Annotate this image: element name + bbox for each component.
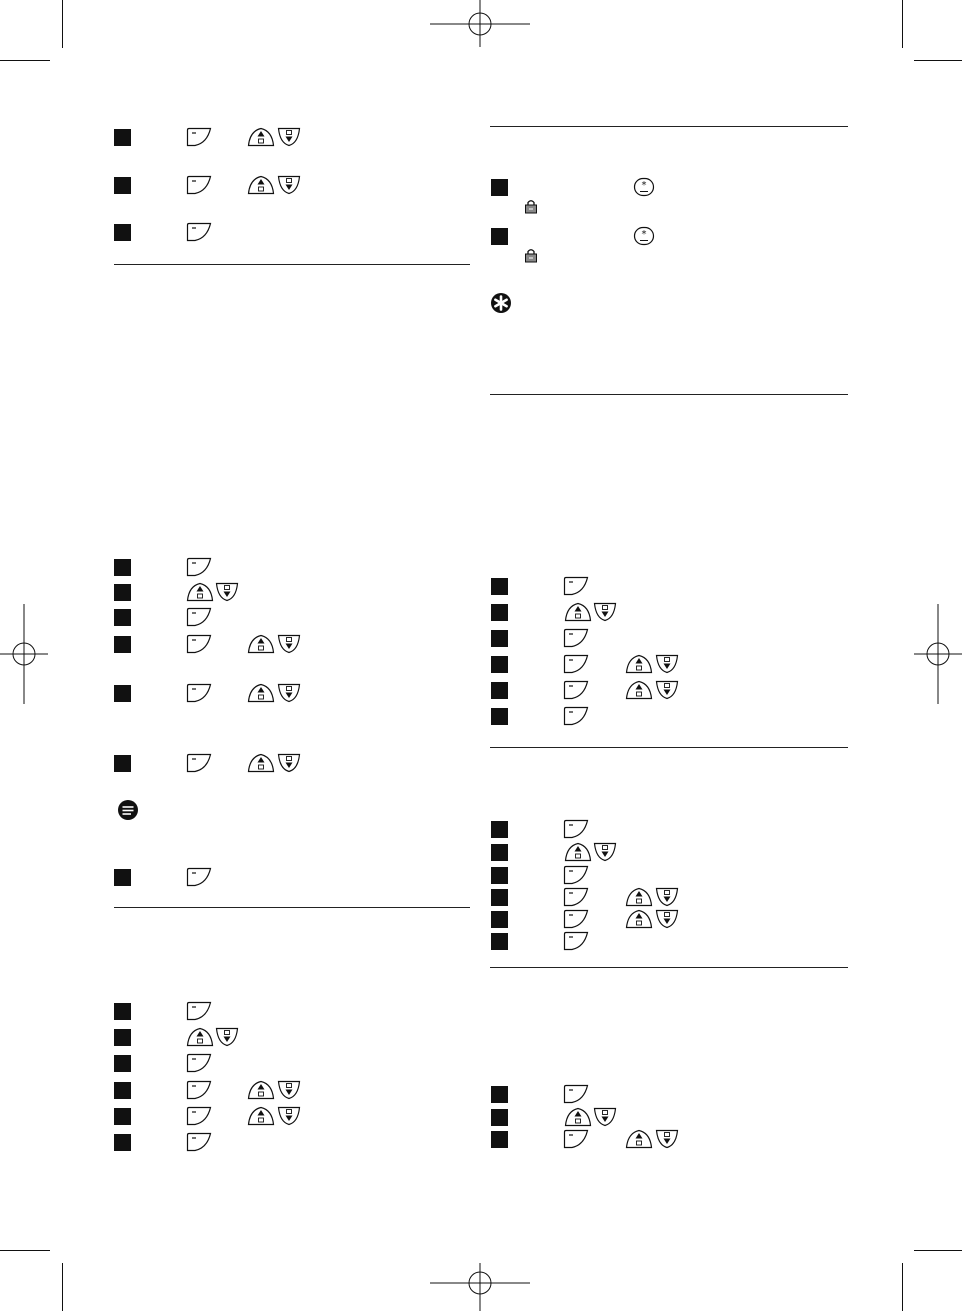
step-marker	[491, 1131, 508, 1148]
crop-mark	[914, 1250, 962, 1251]
menu-softkey-icon	[563, 931, 589, 951]
menu-softkey-icon	[563, 865, 589, 885]
nav-up-key-icon	[625, 654, 653, 674]
nav-down-key-icon	[277, 753, 301, 773]
menu-softkey-icon	[563, 819, 589, 839]
menu-softkey-icon	[186, 634, 212, 654]
nav-down-key-icon	[215, 582, 239, 602]
menu-softkey-icon	[186, 222, 212, 242]
step-marker	[491, 179, 508, 196]
registration-mark-icon	[914, 604, 962, 704]
nav-down-key-icon	[655, 909, 679, 929]
menu-softkey-icon	[186, 1106, 212, 1126]
step-marker	[114, 1134, 131, 1151]
menu-softkey-icon	[186, 683, 212, 703]
step-marker	[114, 584, 131, 601]
step-marker	[114, 129, 131, 146]
step-marker	[491, 708, 508, 725]
nav-up-key-icon	[625, 909, 653, 929]
nav-up-key-icon	[564, 1107, 592, 1127]
nav-up-key-icon	[247, 1080, 275, 1100]
step-marker	[114, 224, 131, 241]
section-divider	[490, 747, 848, 748]
menu-softkey-icon	[563, 576, 589, 596]
crop-mark	[902, 1263, 903, 1311]
nav-up-key-icon	[247, 753, 275, 773]
svg-text:*: *	[641, 180, 647, 191]
menu-softkey-icon	[186, 1053, 212, 1073]
menu-softkey-icon	[186, 127, 212, 147]
step-marker	[114, 869, 131, 886]
star-key-icon	[633, 177, 655, 197]
step-marker	[114, 609, 131, 626]
registration-mark-icon	[430, 0, 530, 48]
section-divider	[490, 394, 848, 395]
step-marker	[114, 1055, 131, 1072]
step-marker	[491, 1109, 508, 1126]
nav-up-key-icon	[625, 680, 653, 700]
menu-softkey-icon	[186, 557, 212, 577]
nav-down-key-icon	[593, 602, 617, 622]
step-marker	[491, 1086, 508, 1103]
step-marker	[114, 559, 131, 576]
menu-softkey-icon	[563, 706, 589, 726]
menu-softkey-icon	[186, 867, 212, 887]
step-marker	[114, 1082, 131, 1099]
section-divider	[490, 967, 848, 968]
step-marker	[114, 1003, 131, 1020]
section-divider	[114, 264, 470, 265]
step-marker	[491, 911, 508, 928]
step-marker	[491, 682, 508, 699]
menu-softkey-icon	[186, 1132, 212, 1152]
nav-up-key-icon	[186, 1027, 214, 1047]
step-marker	[114, 636, 131, 653]
nav-up-key-icon	[247, 634, 275, 654]
menu-softkey-icon	[563, 628, 589, 648]
nav-down-key-icon	[593, 842, 617, 862]
step-marker	[114, 1029, 131, 1046]
nav-up-key-icon	[247, 683, 275, 703]
section-divider	[490, 126, 848, 127]
menu-softkey-icon	[563, 680, 589, 700]
crop-mark	[902, 0, 903, 48]
step-marker	[491, 656, 508, 673]
section-divider	[114, 907, 470, 908]
nav-up-key-icon	[247, 175, 275, 195]
nav-up-key-icon	[247, 1106, 275, 1126]
step-marker	[491, 889, 508, 906]
nav-down-key-icon	[655, 654, 679, 674]
svg-text:*: *	[641, 229, 647, 240]
keypad-lock-icon	[523, 247, 539, 263]
crop-mark	[62, 1263, 63, 1311]
star-key-icon	[633, 226, 655, 246]
step-marker	[114, 177, 131, 194]
menu-softkey-icon	[563, 1129, 589, 1149]
nav-up-key-icon	[564, 842, 592, 862]
registration-mark-icon	[430, 1263, 530, 1311]
menu-softkey-icon	[563, 1084, 589, 1104]
step-marker	[114, 1108, 131, 1125]
nav-down-key-icon	[277, 175, 301, 195]
step-marker	[491, 228, 508, 245]
step-marker	[491, 844, 508, 861]
note-icon	[117, 799, 139, 821]
crop-mark	[62, 0, 63, 48]
step-marker	[114, 685, 131, 702]
keypad-lock-icon	[523, 198, 539, 214]
nav-down-key-icon	[277, 634, 301, 654]
nav-up-key-icon	[625, 887, 653, 907]
menu-softkey-icon	[563, 909, 589, 929]
nav-up-key-icon	[247, 127, 275, 147]
menu-softkey-icon	[563, 654, 589, 674]
crop-mark	[0, 60, 50, 61]
step-marker	[491, 933, 508, 950]
menu-softkey-icon	[563, 887, 589, 907]
crop-mark	[914, 60, 962, 61]
nav-up-key-icon	[564, 602, 592, 622]
step-marker	[491, 821, 508, 838]
tip-asterisk-icon	[490, 292, 512, 314]
nav-down-key-icon	[277, 1080, 301, 1100]
crop-mark	[0, 1250, 50, 1251]
step-marker	[114, 755, 131, 772]
step-marker	[491, 604, 508, 621]
nav-down-key-icon	[277, 127, 301, 147]
menu-softkey-icon	[186, 1001, 212, 1021]
menu-softkey-icon	[186, 753, 212, 773]
nav-down-key-icon	[277, 1106, 301, 1126]
nav-down-key-icon	[655, 680, 679, 700]
nav-down-key-icon	[655, 887, 679, 907]
nav-down-key-icon	[277, 683, 301, 703]
step-marker	[491, 578, 508, 595]
menu-softkey-icon	[186, 607, 212, 627]
nav-up-key-icon	[186, 582, 214, 602]
nav-up-key-icon	[625, 1129, 653, 1149]
nav-down-key-icon	[655, 1129, 679, 1149]
registration-mark-icon	[0, 604, 48, 704]
menu-softkey-icon	[186, 1080, 212, 1100]
step-marker	[491, 630, 508, 647]
step-marker	[491, 867, 508, 884]
nav-down-key-icon	[215, 1027, 239, 1047]
menu-softkey-icon	[186, 175, 212, 195]
nav-down-key-icon	[593, 1107, 617, 1127]
